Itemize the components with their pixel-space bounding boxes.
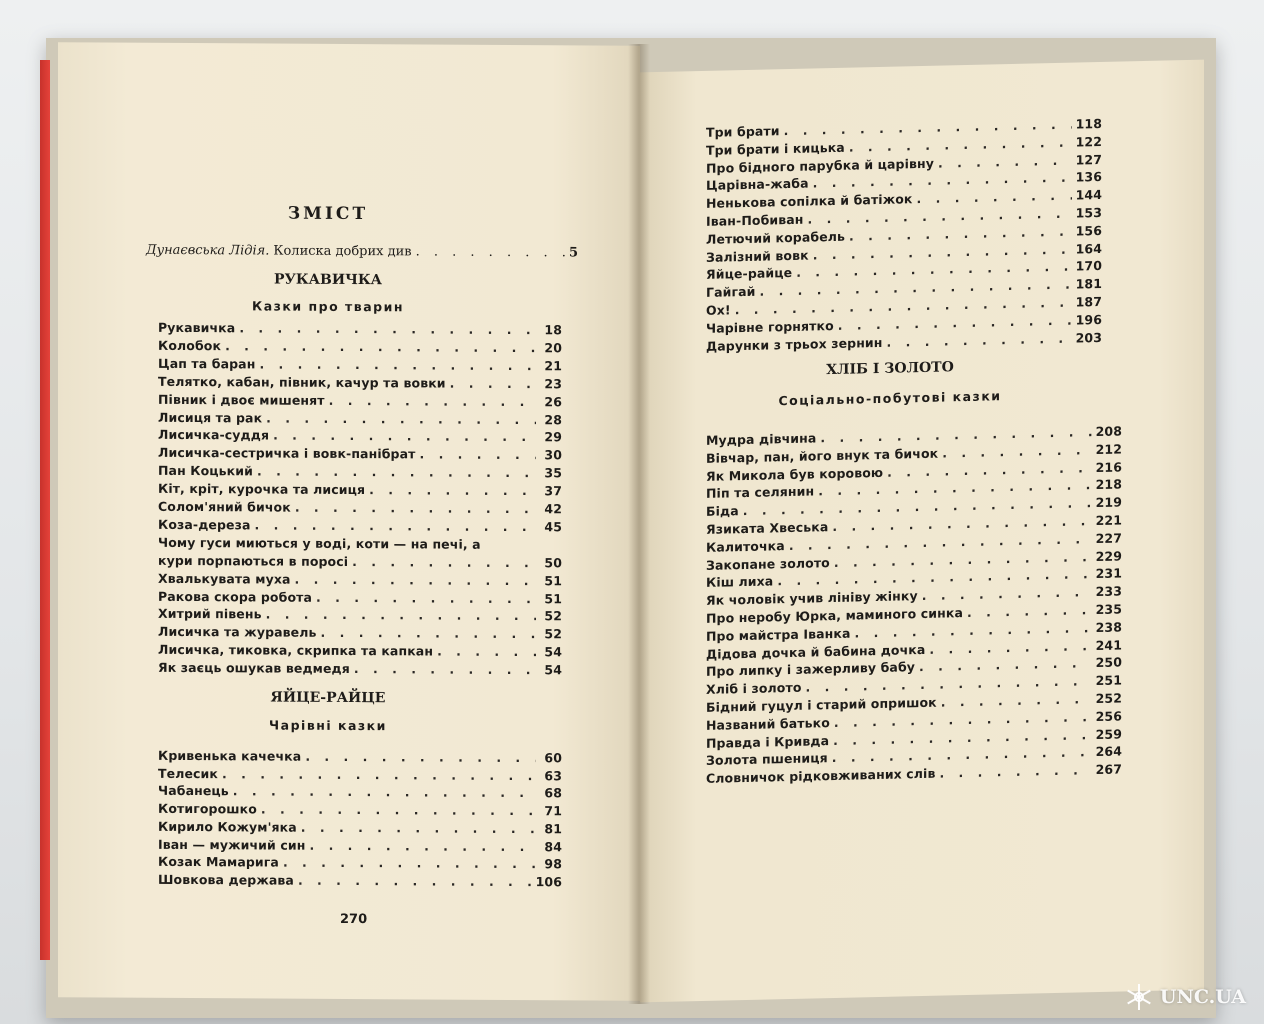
toc-entry	[158, 497, 562, 516]
entry-page: 42	[544, 501, 562, 517]
entry-title: Правда і Кривда	[706, 732, 830, 751]
leader-dots	[283, 855, 536, 872]
entry-page: 164	[1075, 240, 1102, 257]
intro-entry	[146, 243, 578, 261]
entry-page: 259	[1095, 726, 1122, 742]
contents-title: ЗМІСТ	[287, 203, 369, 225]
leader-dots	[298, 873, 532, 889]
entry-title: Калиточка	[706, 537, 785, 555]
entry-page: 219	[1095, 494, 1122, 511]
entry-page: 81	[544, 820, 562, 837]
entry-title: Чому гуси миються у воді, коти — на печі, а	[158, 534, 481, 552]
left-page	[58, 42, 640, 1001]
entry-title: Шовкова держава	[158, 871, 294, 888]
book-gutter	[628, 44, 650, 1004]
leader-dots	[352, 554, 536, 570]
entry-title: Яйце-райце	[706, 265, 793, 283]
entry-title: Хліб і золото	[706, 679, 802, 698]
entry-page: 30	[544, 447, 562, 463]
right-page	[640, 60, 1204, 1003]
entry-title: Про бідного парубка й царівну	[706, 155, 934, 176]
leader-dots	[321, 625, 536, 641]
entry-title: Про майстра Іванка	[706, 625, 851, 644]
entry-title: Чабанець	[158, 783, 229, 799]
entry-page: 264	[1095, 743, 1122, 760]
section-subheading: Чарівні казки	[269, 717, 387, 734]
entry-title: Три брати	[706, 123, 780, 140]
entry-title: Бідний гуцул і старий опришок	[706, 694, 937, 715]
entry-title: Хвалькувата муха	[158, 570, 291, 587]
toc-entry	[158, 817, 562, 836]
red-cover-edge	[40, 60, 50, 960]
leader-dots	[266, 607, 536, 624]
toc-entry	[158, 425, 562, 444]
entry-page: 37	[544, 483, 562, 499]
entry-title: Лисичка-суддя	[158, 427, 270, 443]
entry-title: Лисичка, тиковка, скрипка та капкан	[158, 642, 434, 659]
entry-page: 227	[1095, 530, 1122, 546]
leader-dots	[225, 338, 536, 355]
entry-page: 267	[1095, 761, 1122, 778]
entry-page: 51	[544, 590, 562, 606]
entry-title: Телесик	[158, 765, 218, 781]
leader-dots	[295, 500, 536, 516]
section-heading: ХЛІБ І ЗОЛОТО	[826, 359, 954, 379]
leader-dots	[233, 784, 536, 801]
page-number: 270	[340, 911, 368, 928]
entry-page: 51	[544, 572, 562, 588]
toc-entry	[158, 336, 562, 355]
entry-page: 63	[544, 767, 562, 783]
entry-title: Півник і двоє мишенят	[158, 391, 325, 408]
toc-entry	[158, 658, 562, 677]
toc-entry	[158, 640, 562, 659]
leader-dots	[295, 571, 536, 587]
entry-title: Пан Коцький	[158, 463, 253, 479]
toc-entry	[158, 746, 562, 765]
entry-page: 229	[1095, 548, 1122, 564]
leader-dots	[437, 644, 536, 660]
entry-title: Залізний вовк	[706, 247, 809, 265]
toc-entry	[158, 852, 562, 871]
entry-title: Лисичка-сестричка і вовк-панібрат	[158, 445, 416, 462]
toc-entry	[158, 318, 562, 337]
leader-dots	[329, 392, 536, 408]
entry-title: Словничок рідковживаних слів	[706, 765, 936, 786]
toc-entry	[158, 443, 562, 462]
entry-page: 218	[1095, 476, 1122, 493]
leader-dots	[450, 375, 536, 391]
entry-page: 23	[544, 375, 562, 391]
toc-entry	[158, 568, 562, 587]
toc-entry	[158, 799, 562, 818]
toc-entry	[158, 764, 562, 783]
entry-title: Дарунки з трьох зернин	[706, 334, 883, 354]
entry-page: 203	[1075, 329, 1102, 346]
toc-entry	[158, 515, 562, 534]
entry-title: Як чоловік учив лініву жінку	[706, 588, 918, 609]
entry-title: Про неробу Юрка, маминого синка	[706, 605, 964, 626]
entry-title: Рукавичка	[158, 319, 236, 336]
leader-dots	[967, 602, 1092, 620]
entry-title: Царівна-жаба	[706, 175, 809, 194]
entry-page: 118	[1075, 115, 1102, 132]
entry-title: Гайгай	[706, 283, 756, 301]
entry-title: Чарівне горнятко	[706, 317, 834, 336]
entry-page: 212	[1095, 441, 1122, 457]
entry-title: Кіт, кріт, курочка та лисиця	[158, 480, 366, 498]
entry-page: 54	[544, 662, 562, 678]
toc-entry	[158, 389, 562, 408]
entry-page: 251	[1095, 672, 1122, 689]
entry-page: 144	[1075, 187, 1102, 203]
entry-page: 231	[1095, 565, 1122, 582]
entry-title: Піп та селянин	[706, 483, 815, 502]
entry-page: 71	[544, 803, 562, 819]
leader-dots	[261, 802, 536, 819]
entry-title: Біда	[706, 503, 739, 520]
entry-page: 52	[544, 608, 562, 624]
toc-entry	[158, 479, 562, 498]
intro-page: 5	[568, 245, 578, 261]
entry-title: Ненькова сопілка й батіжок	[706, 191, 913, 212]
entry-title: Закопане золото	[706, 554, 830, 573]
entry-title: кури порпаються в поросі	[158, 552, 349, 569]
entry-page: 26	[544, 393, 562, 409]
section-subheading: Казки про тварин	[252, 298, 404, 315]
entry-page: 50	[544, 554, 562, 570]
entry-title: Кривенька качечка	[158, 747, 302, 764]
leader-dots	[419, 447, 536, 463]
leader-dots	[309, 837, 536, 853]
entry-page: 196	[1075, 311, 1102, 328]
entry-page: 60	[544, 750, 562, 766]
entry-page: 250	[1095, 654, 1122, 671]
leader-dots	[939, 762, 1091, 780]
entry-page: 238	[1095, 619, 1122, 635]
entry-page: 156	[1075, 222, 1102, 239]
leader-dots	[316, 589, 536, 605]
entry-page: 20	[544, 340, 562, 356]
toc-entry	[158, 461, 562, 480]
toc-entry	[158, 781, 562, 800]
entry-title: Солом'яний бичок	[158, 498, 291, 515]
entry-page: 216	[1095, 459, 1122, 475]
entry-page: 84	[544, 838, 562, 854]
intro-author: Дунаєвська Лідія.	[146, 242, 270, 259]
entry-title: Ох!	[706, 302, 731, 318]
entry-page: 233	[1095, 583, 1122, 600]
entry-page: 256	[1095, 708, 1122, 724]
entry-title: Хитрий півень	[158, 606, 262, 622]
entry-page: 181	[1075, 276, 1102, 292]
toc-entry	[158, 551, 562, 570]
toc-entry	[158, 407, 562, 426]
toc-entry	[158, 604, 562, 623]
entry-title: Дідова дочка й бабина дочка	[706, 641, 926, 662]
toc-entry	[158, 834, 562, 853]
entry-page: 54	[544, 644, 562, 660]
entry-page: 241	[1095, 637, 1122, 653]
entry-title: Три брати і кицька	[706, 139, 845, 158]
leader-dots	[259, 356, 536, 373]
entry-title: Золота пшениця	[706, 750, 828, 769]
entry-page: 106	[535, 874, 562, 890]
toc-entry	[158, 586, 562, 605]
entry-page: 127	[1075, 151, 1102, 168]
entry-page: 28	[544, 411, 562, 427]
entry-page: 21	[544, 357, 562, 374]
entry-page: 235	[1095, 601, 1122, 618]
entry-title: Про липку і зажерливу бабу	[706, 659, 916, 680]
entry-page: 18	[544, 322, 562, 338]
entry-title: Іван-Побиван	[706, 211, 804, 229]
entry-title: Коза-дереза	[158, 516, 251, 533]
entry-title: Язиката Хвеська	[706, 519, 829, 537]
entry-page: 187	[1075, 293, 1102, 310]
entry-page: 252	[1095, 690, 1122, 707]
leader-dots	[239, 320, 536, 337]
entry-page: 68	[544, 785, 562, 801]
entry-page: 122	[1075, 133, 1102, 150]
entry-page: 208	[1095, 423, 1122, 440]
leader-dots	[222, 766, 536, 783]
section-subheading: Соціально-побутові казки	[778, 388, 1002, 409]
entry-page: 35	[544, 465, 562, 481]
entry-page: 45	[544, 519, 562, 535]
intro-title: Колиска добрих див	[273, 243, 412, 260]
section-heading: ЯЙЦЕ-РАЙЦЕ	[270, 689, 386, 707]
entry-title: Козак Мамарига	[158, 854, 279, 870]
toc-entry	[158, 870, 562, 889]
entry-title: Котигорошко	[158, 800, 257, 817]
entry-title: Названий батько	[706, 714, 830, 733]
toc-entry	[158, 354, 562, 373]
toc-entry	[158, 622, 562, 641]
leader-dots	[257, 464, 536, 481]
entry-title: Лисичка та журавель	[158, 624, 317, 641]
toc-entry	[158, 372, 562, 391]
entry-title: Телятко, кабан, півник, качур та вовки	[158, 373, 446, 391]
entry-title: Кіш лиха	[706, 573, 774, 591]
entry-page: 136	[1075, 169, 1102, 185]
entry-page: 52	[544, 626, 562, 642]
toc-entry	[158, 533, 562, 552]
entry-title: Летючий корабель	[706, 228, 846, 247]
leader-dots	[354, 661, 536, 677]
entry-page: 221	[1095, 512, 1122, 529]
entry-title: Лисиця та рак	[158, 409, 263, 425]
leader-dots	[301, 820, 536, 836]
watermark-text: UNC.UA	[1159, 986, 1246, 1008]
entry-title: Ракова скора робота	[158, 588, 313, 605]
leader-dots	[255, 517, 537, 534]
entry-page: 29	[544, 429, 562, 445]
watermark	[1124, 982, 1246, 1012]
entry-page: 170	[1075, 258, 1102, 274]
section-heading: РУКАВИЧКА	[273, 271, 382, 289]
entry-title: Іван — мужичий син	[158, 836, 306, 853]
entry-title: Колобок	[158, 337, 222, 354]
entry-title: Мудра дівчина	[706, 430, 817, 448]
entry-page: 98	[544, 856, 562, 872]
leader-dots	[266, 410, 536, 427]
entry-title: Вівчар, пан, його внук та бичок	[706, 445, 939, 466]
entry-title: Як заєць ошукав ведмедя	[158, 659, 350, 677]
entry-title: Як Микола був коровою	[706, 464, 884, 484]
entry-title: Кирило Кожум'яка	[158, 818, 297, 835]
leader-dots	[416, 244, 565, 260]
entry-page: 153	[1075, 204, 1102, 221]
leader-dots	[887, 330, 1072, 349]
leader-dots	[369, 482, 536, 498]
snowflake-icon	[1124, 982, 1154, 1012]
leader-dots	[273, 428, 536, 445]
entry-title: Цап та баран	[158, 355, 256, 372]
leader-dots	[305, 749, 536, 765]
